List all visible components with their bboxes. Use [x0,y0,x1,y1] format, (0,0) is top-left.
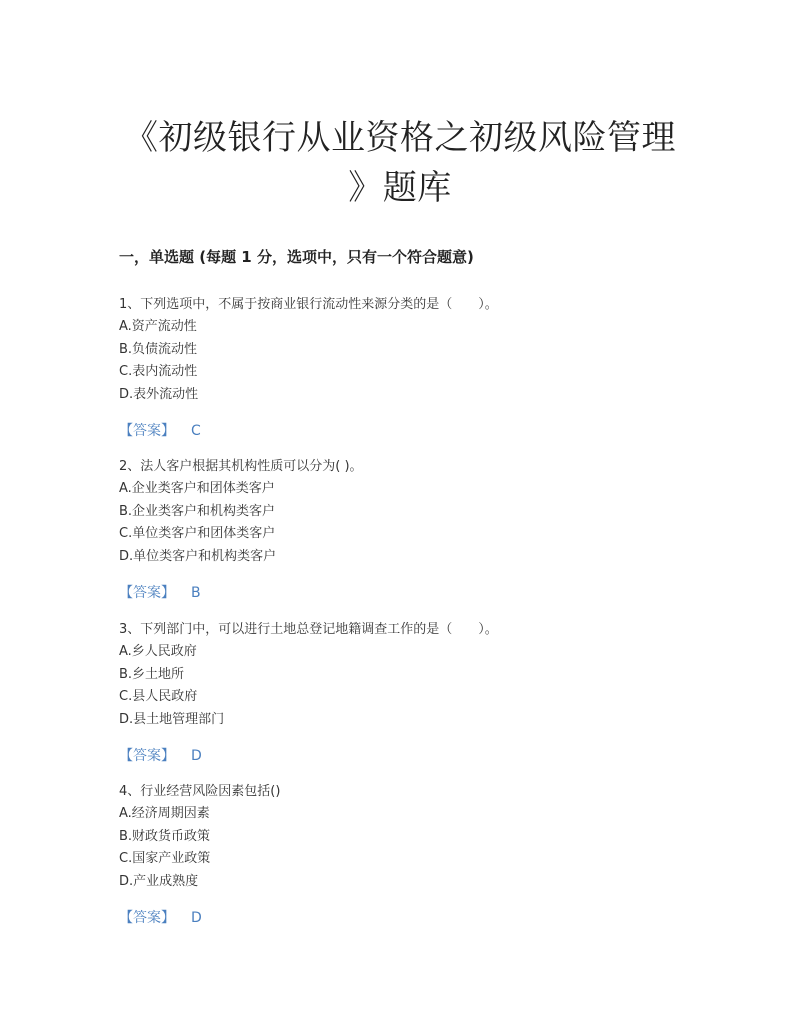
option-c: C.单位类客户和团体类客户 [119,526,276,541]
option-d: D.县土地管理部门 [119,711,225,727]
answer-value: B [191,585,201,601]
answer-value: D [191,748,202,764]
answer-value: D [191,910,202,926]
option-d: D.表外流动性 [119,386,199,402]
question-stem: 1、下列选项中，不属于按商业银行流动性来源分类的是（ ）。 [119,297,498,312]
question-1 [119,294,739,440]
question-2 [119,456,739,602]
option-a: A.企业类客户和团体类客户 [119,481,275,496]
answer-line [119,745,739,765]
option-c: C.国家产业政策 [119,851,211,866]
answer-line [119,907,739,927]
answer-label: 【答案】 [119,423,175,439]
option-d: D.单位类客户和机构类客户 [119,548,277,564]
option-b: B.财政货币政策 [119,828,211,844]
option-c: C.表内流动性 [119,364,198,379]
answer-line [119,420,739,440]
option-b: B.乡土地所 [119,666,185,682]
option-d: D.产业成熟度 [119,873,199,889]
section-heading: 一，单选题 (每题 1 分，选项中，只有一个符合题意) [119,248,474,266]
question-4 [119,781,739,927]
option-a: A.经济周期因素 [119,806,210,821]
document-title-line1: 《初级银行从业资格之初级风险管理 [124,118,676,158]
question-stem: 2、法人客户根据其机构性质可以分为( )。 [119,459,363,474]
document-title-line2: 》题库 [348,168,452,208]
answer-label: 【答案】 [119,910,175,926]
question-3 [119,619,739,765]
answer-line [119,582,739,602]
option-b: B.负债流动性 [119,341,198,357]
option-b: B.企业类客户和机构类客户 [119,503,276,519]
answer-value: C [191,423,201,439]
question-stem: 3、下列部门中，可以进行土地总登记地籍调查工作的是（ ）。 [119,622,498,637]
answer-label: 【答案】 [119,585,175,601]
answer-label: 【答案】 [119,748,175,764]
option-c: C.县人民政府 [119,689,198,704]
option-a: A.乡人民政府 [119,644,197,659]
option-a: A.资产流动性 [119,319,197,334]
question-stem: 4、行业经营风险因素包括() [119,784,281,799]
